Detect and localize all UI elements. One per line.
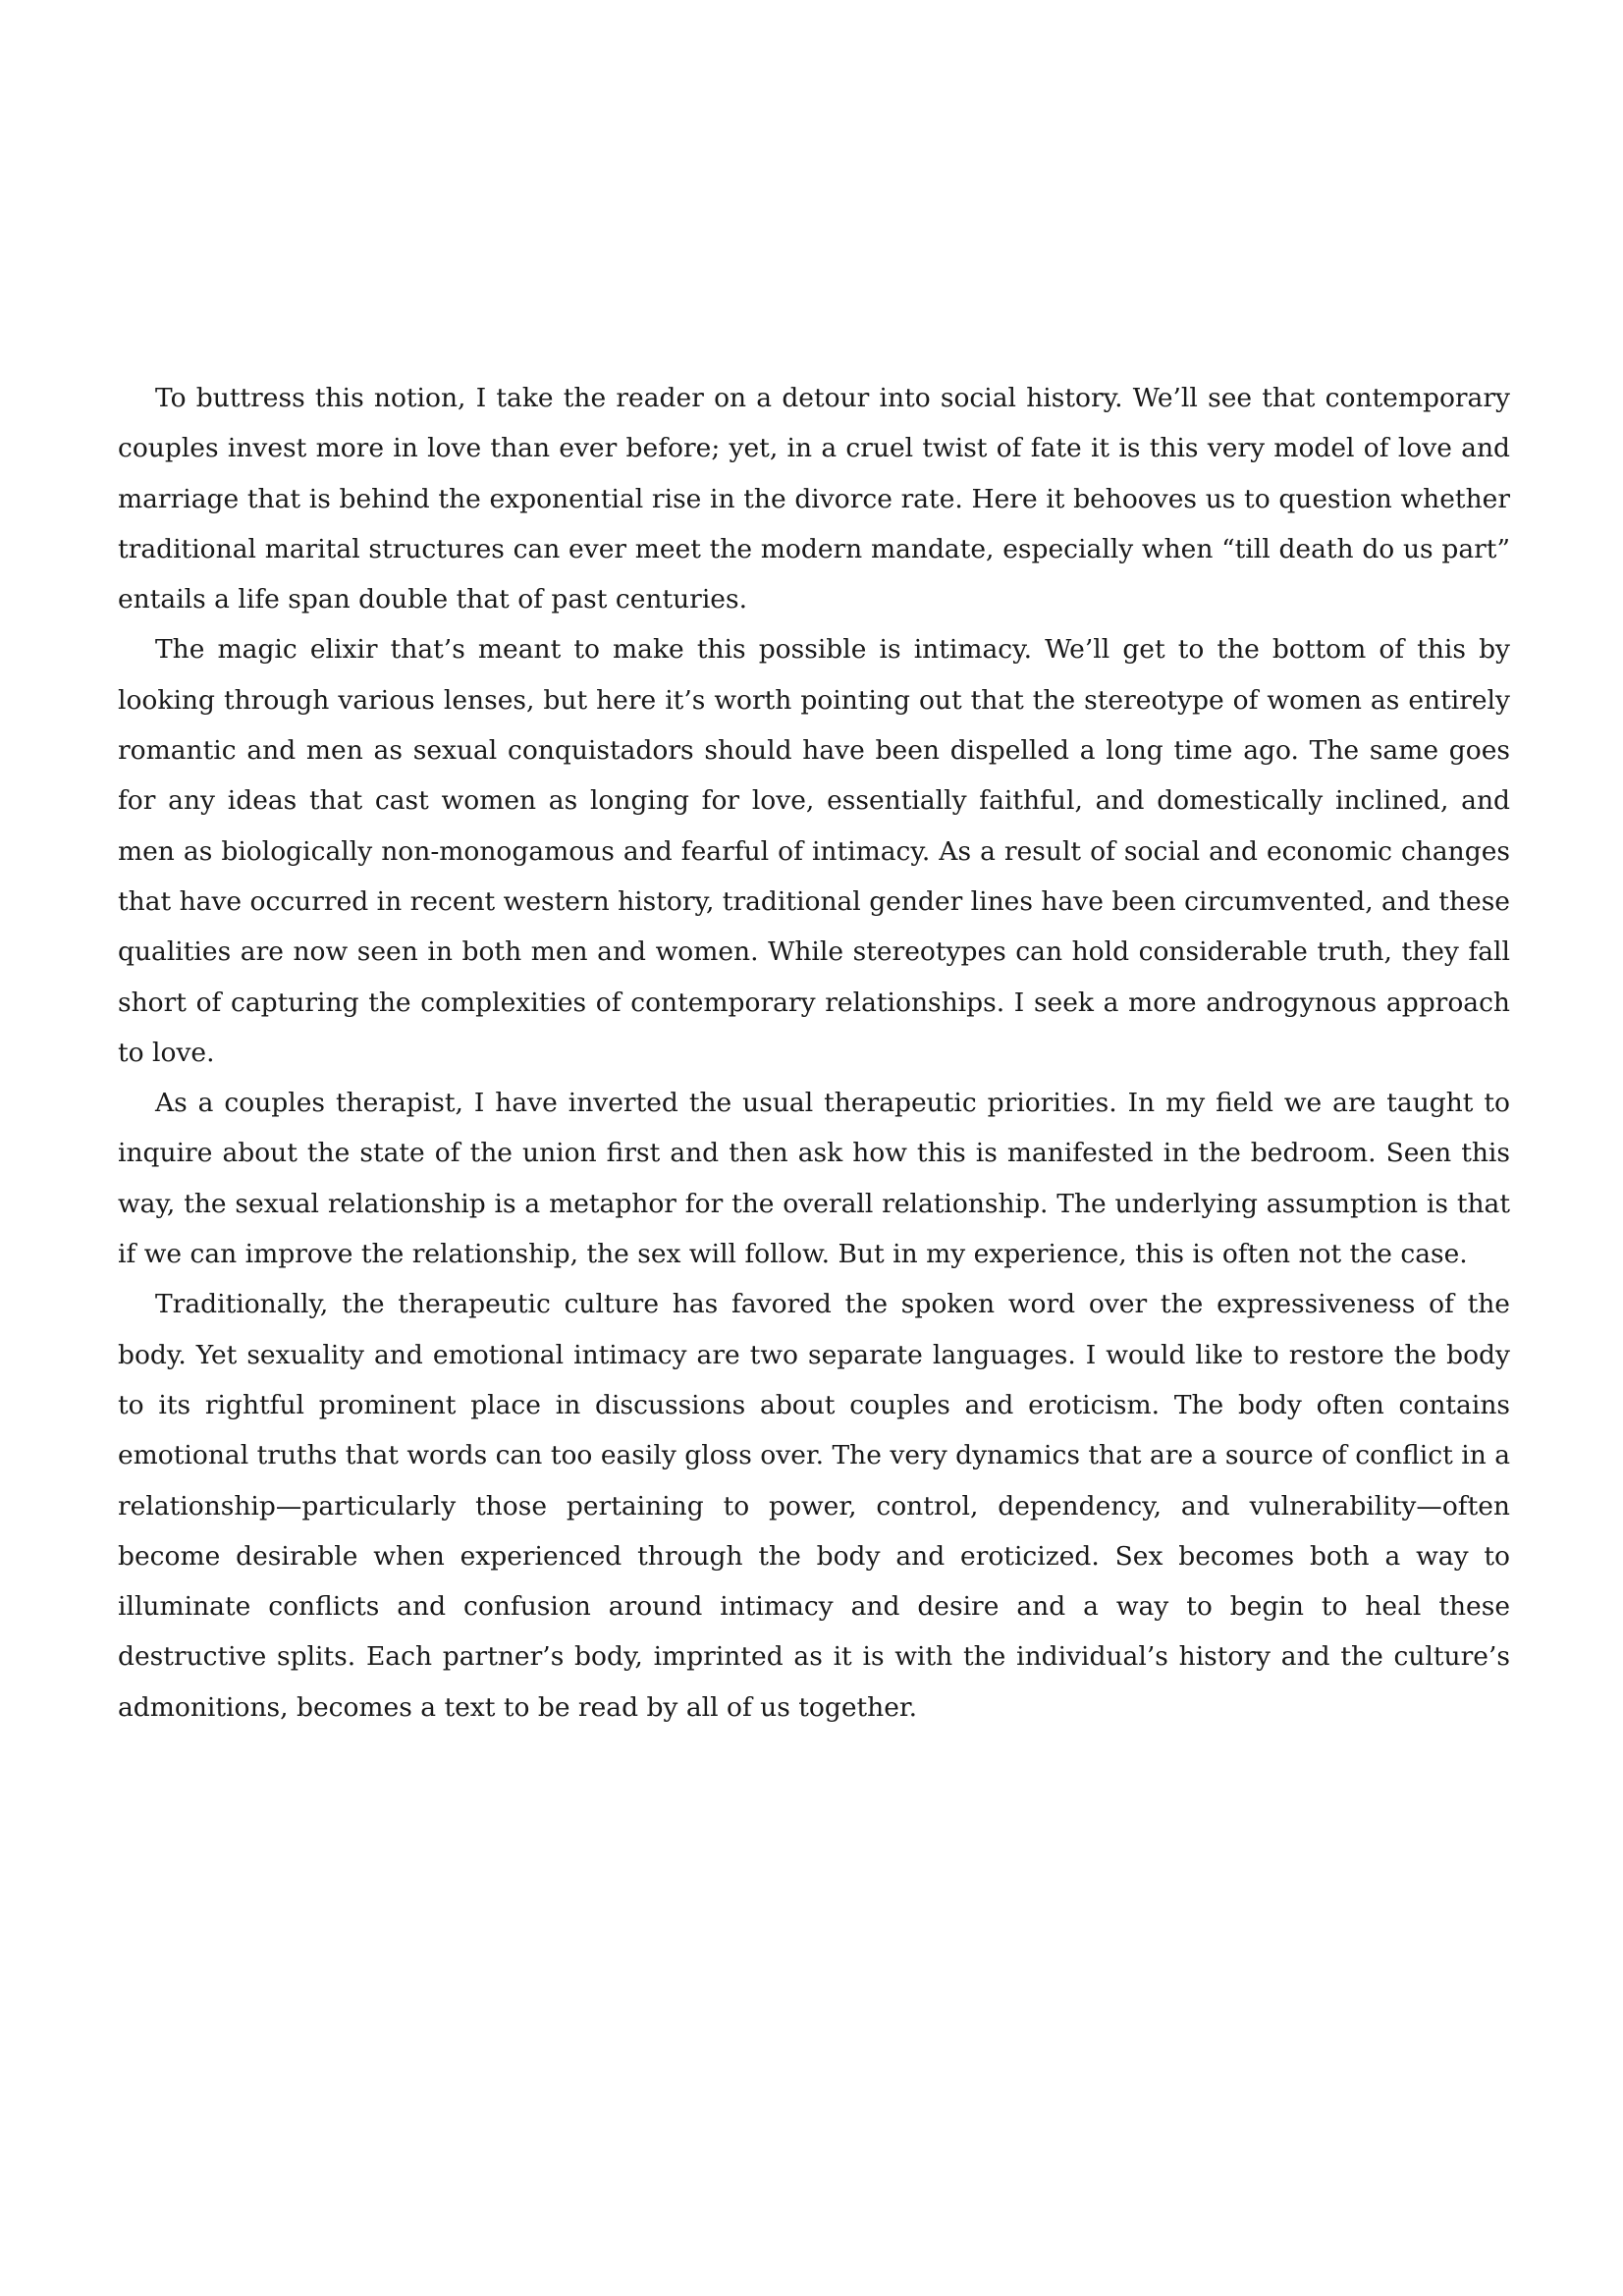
body-text — [118, 373, 1510, 1733]
paragraph-1: To buttress this notion, I take the reader on a detour into social history. We’ll see that contemporary couples invest more in love than ever before; yet, in a cruel twist of fate it is this very model of love and marriage that is behind the exponential rise in the divorce rate. Here it behooves us to question whether traditional marital structures can ever meet the modern mandate, especially when “till death do us part” entails a life span double that of past centuries. — [118, 383, 1510, 615]
paragraph-2: The magic elixir that’s meant to make this possible is intimacy. We’ll get to the bottom of this by looking through various lenses, but here it’s worth pointing out that the stereotype of women as entirely romantic and men as sexual conquistadors should have been dispelled a long time ago. The same goes for any ideas that cast women as longing for love, essentially faithful, and domestically inclined, and men as biologically non-monogamous and fearful of intimacy. As a result of social and economic changes that have occurred in recent western history, traditional gender lines have been circumvented, and these qualities are now seen in both men and women. While stereotypes can hold considerable truth, they fall short of capturing the complexities of contemporary relationships. I seek a more androgynous approach to love. — [118, 634, 1510, 1068]
paragraph-3: As a couples therapist, I have inverted the usual therapeutic priorities. In my field we are taught to inquire about the state of the union first and then ask how this is manifested in the bedroom. Seen this way, the sexual relationship is a metaphor for the overall relationship. The underlying assumption is that if we can improve the relationship, the sex will follow. But in my experience, this is often not the case. — [118, 1088, 1510, 1270]
paragraph-4: Traditionally, the therapeutic culture has favored the spoken word over the expressiveness of the body. Yet sexuality and emotional intimacy are two separate languages. I would like to restore the body to its rightful prominent place in discussions about couples and eroticism. The body often contains emotional truths that words can too easily gloss over. The very dynamics that are a source of conflict in a relationship—particularly those pertaining to power, control, dependency, and vulnerability—often become desirable when experienced through the body and eroticized. Sex becomes both a way to illuminate conflicts and confusion around intimacy and desire and a way to begin to heal these destructive splits. Each partner’s body, imprinted as it is with the individual’s history and the culture’s admonitions, becomes a text to be read by all of us together. — [118, 1289, 1510, 1723]
